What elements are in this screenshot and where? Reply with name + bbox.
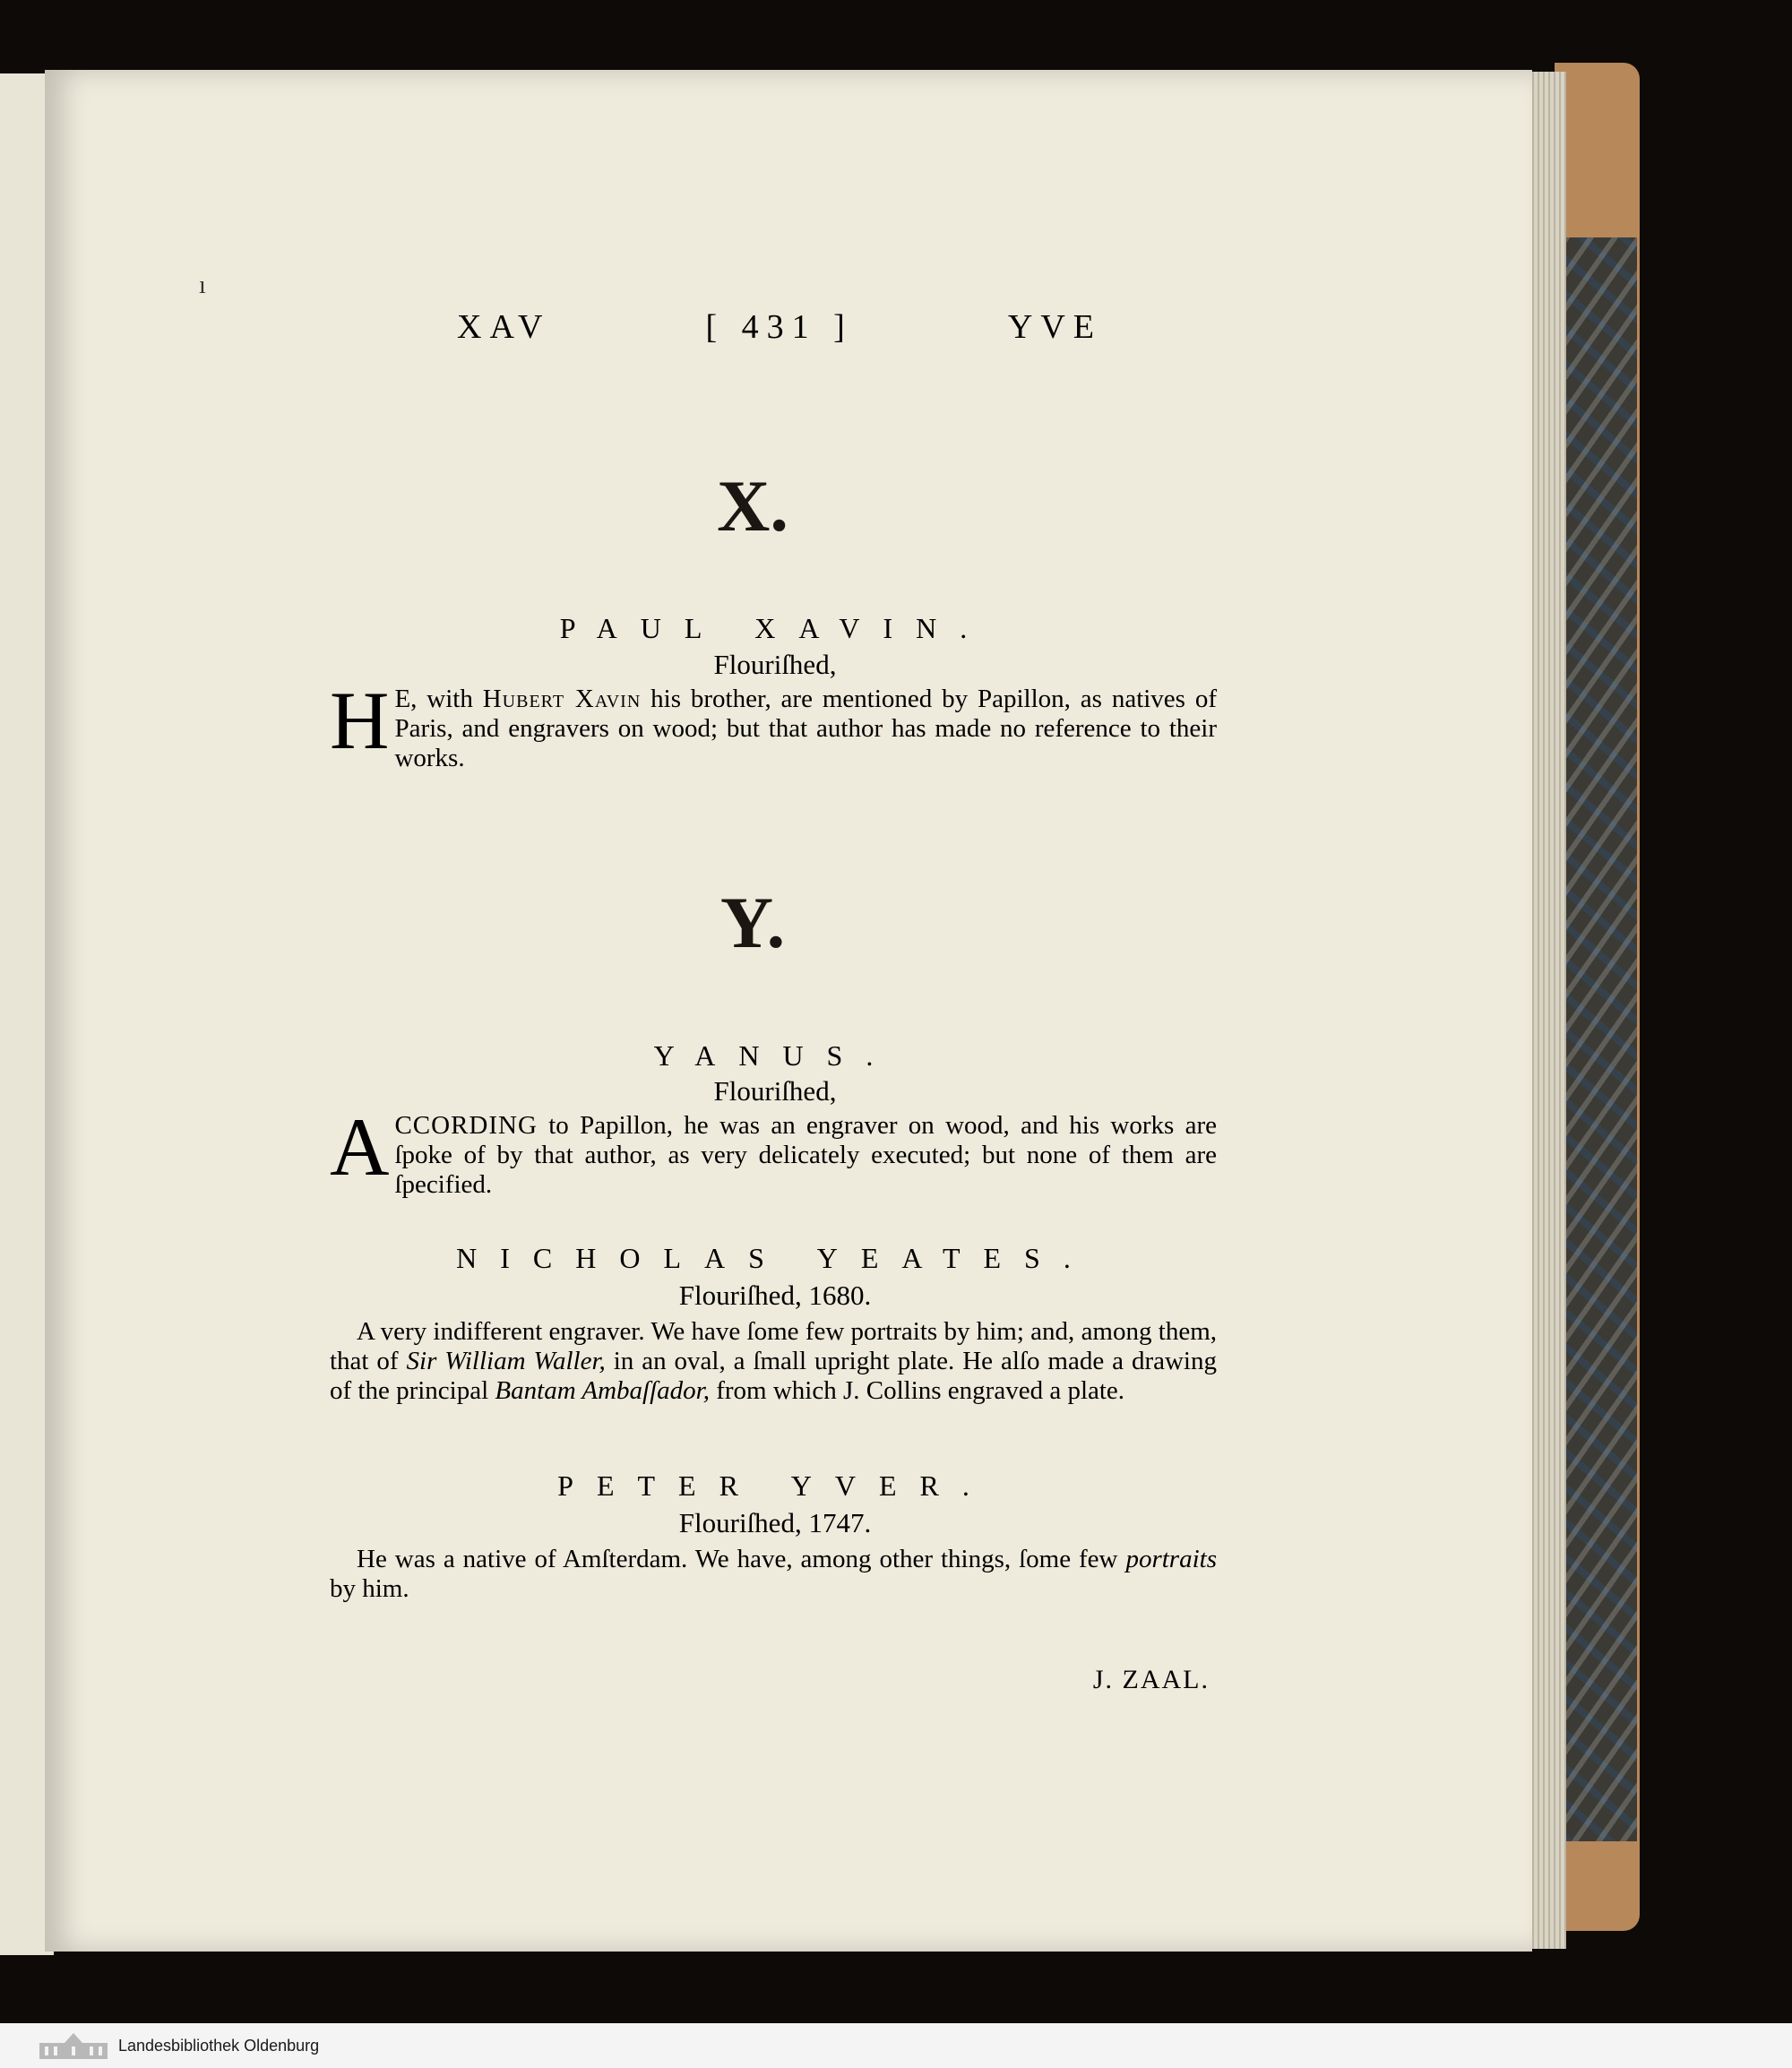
entry-body: He was a native of Amſterdam. We have, among other things, ſome few portraits by him. [330,1545,1217,1603]
entry-title: NICHOLAS YEATES. [456,1242,1094,1274]
section-letter-y: Y. [719,882,786,963]
header-left: XAV [457,308,551,346]
entry-body: ACCORDING to Papillon, he was an engraver on wood, and his works are ſpoke of by that author, as very delicately executed; but none of them are ſpecified. [330,1101,1217,1199]
section-letter-x: X. [717,465,788,547]
marbled-cover [1564,237,1637,1841]
entry-flourished: Flouriſhed, 1747. [678,1507,872,1538]
library-name: Landesbibliothek Oldenburg [118,2036,320,2055]
drop-cap: A [330,1101,390,1193]
library-building-icon [38,2030,109,2061]
entry-body: H E, with Hubert Xavin his brother, are mentioned by Papillon, as natives of Paris, and engravers on wood; but that author has made no reference to their works. [330,675,1217,772]
header-right: YVE [1007,308,1102,346]
entry-title: PAUL XAVIN. [559,612,991,644]
entry-flourished: Flouriſhed, [713,1075,837,1107]
entry-flourished: Flouriſhed, [713,649,837,680]
running-header [457,307,1102,347]
book-page [45,70,1532,1952]
entry-title: YANUS. [653,1039,897,1072]
footer-bar [0,2023,1792,2068]
entry-body: A very indifferent engraver. We have ſome few portraits by him; and, among them, that of Sir William Waller, in an oval, a ſmall upright plate. He alſo made a drawing of the principal Bantam Ambaſſador, from which J. Collins engraved a plate. [330,1317,1217,1405]
drop-cap: H [330,675,390,766]
signature: J. ZAAL. [1092,1665,1210,1694]
gutter-mark: ı [199,271,206,299]
entry-title: PETER YVER. [557,1469,993,1502]
page-number: [ 431 ] [705,308,853,346]
entry-flourished: Flouriſhed, 1680. [678,1280,872,1311]
